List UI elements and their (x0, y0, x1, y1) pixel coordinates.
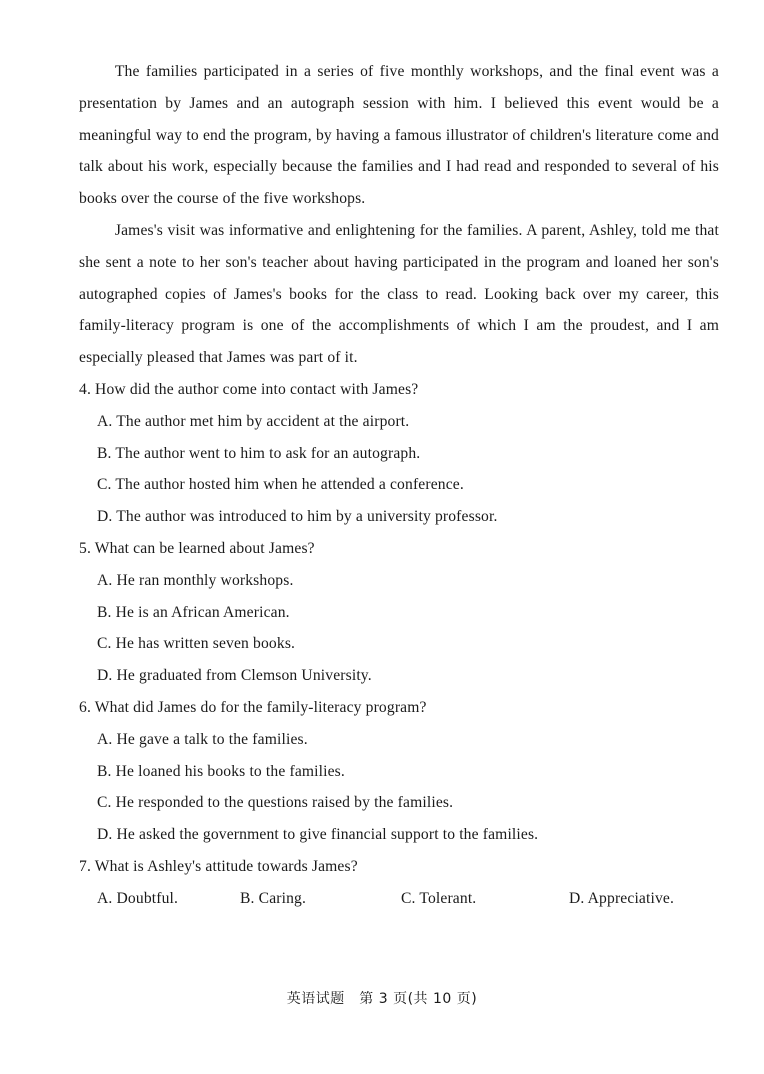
question-5-option-b: B. He is an African American. (97, 603, 290, 621)
question-7-option-d: D. Appreciative. (569, 889, 675, 907)
question-5-option-d: D. He graduated from Clemson University. (97, 667, 372, 685)
question-4-option-d: D. The author was introduced to him by a university professor. (97, 508, 498, 526)
question-4 (79, 374, 719, 533)
question-4-option-c: C. The author hosted him when he attended a conference. (97, 476, 464, 494)
question-7-option-b: B. Caring. (240, 889, 307, 907)
question-5 (79, 533, 719, 692)
question-7-stem: 7. What is Ashley's attitude towards James? (79, 857, 358, 875)
question-7-options (79, 883, 719, 915)
question-6-option-c: C. He responded to the questions raised by the families. (97, 794, 454, 812)
question-4-option-a: A. The author met him by accident at the airport. (97, 412, 410, 430)
question-6 (79, 692, 719, 851)
question-5-option-a: A. He ran monthly workshops. (97, 571, 294, 589)
passage-paragraph-1: The families participated in a series of five monthly workshops, and the final event was a presentation by James and an autograph session with him. I believed this event would be a meaningful way to end the program, by having a famous illustrator of children's literature come and talk about his work, especially because the families and I had read and responded to several of his books over the course of the five workshops. (79, 63, 719, 208)
question-6-option-b: B. He loaned his books to the families. (97, 762, 345, 780)
question-4-stem: 4. How did the author come into contact with James? (79, 380, 419, 398)
question-4-option-b: B. The author went to him to ask for an autograph. (97, 444, 421, 462)
question-6-option-a: A. He gave a talk to the families. (97, 730, 308, 748)
question-5-option-c: C. He has written seven books. (97, 635, 296, 653)
question-7-option-c: C. Tolerant. (401, 889, 477, 907)
page-footer: 英语试题 第 3 页(共 10 页) (286, 991, 478, 1007)
question-5-stem: 5. What can be learned about James? (79, 539, 315, 557)
exam-page (79, 56, 719, 915)
question-6-stem: 6. What did James do for the family-literacy program? (79, 698, 427, 716)
question-6-option-d: D. He asked the government to give financial support to the families. (97, 826, 539, 844)
question-7 (79, 851, 719, 915)
question-7-option-a: A. Doubtful. (97, 889, 179, 907)
passage-paragraph-2: James's visit was informative and enlightening for the families. A parent, Ashley, told me that she sent a note to her son's teacher about having participated in the program and loaned her son's autographed copies of James's books for the class to read. Looking back over my career, this family-literacy program is one of the accomplishments of which I am the proudest, and I am especially pleased that James was part of it. (79, 221, 719, 367)
